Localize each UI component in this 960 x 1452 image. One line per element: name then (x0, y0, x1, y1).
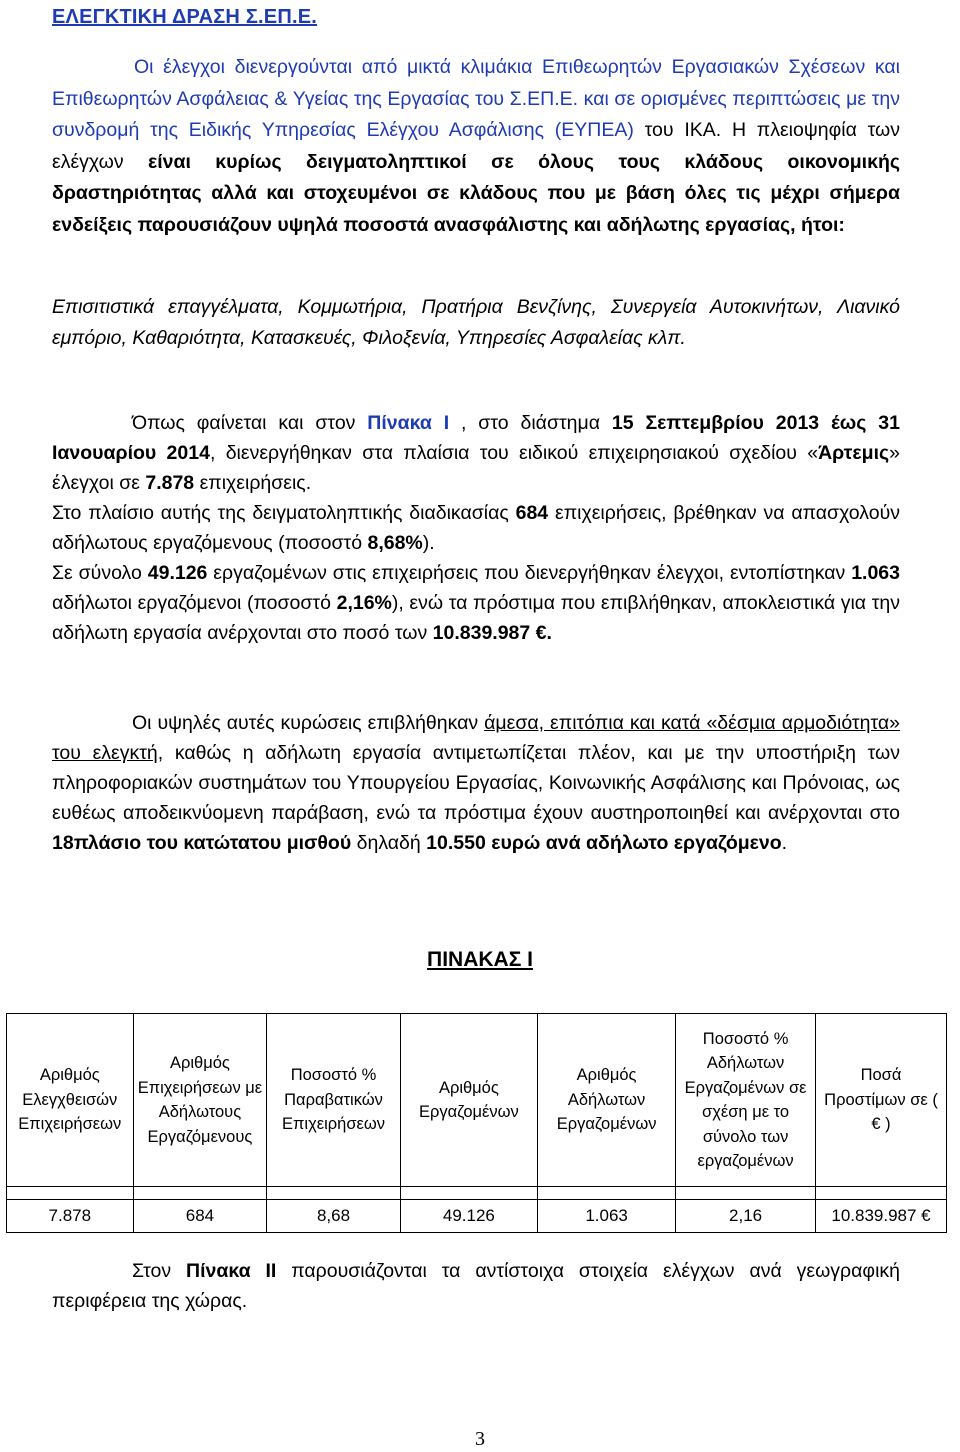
p4-text: αδήλωτοι εργαζόμενοι (ποσοστό (52, 592, 337, 614)
value-cell: 1.063 (538, 1200, 676, 1233)
value-cell: 684 (133, 1200, 267, 1233)
section-heading: ΕΛΕΓΚΤΙΚΗ ΔΡΑΣΗ Σ.ΕΠ.Ε. (52, 6, 318, 28)
intro-text-2: του ΙΚΑ. (633, 119, 732, 141)
value-cell: 2,16 (676, 1200, 816, 1233)
header-cell: Αριθμός Εργαζομένων (400, 1014, 537, 1187)
paragraph-sample (52, 498, 900, 558)
p5-text: , καθώς η αδήλωτη εργασία αντιμετωπίζεται πλέον, και με την υποστήριξη των πληροφοριακών συστημάτων του Υπουργείου Εργασίας, Κοινωνικής Ασφάλισης και Πρόνοιας, ως ευθέως αποδεικνύομενη παράβαση, ενώ τα πρόστιμα έχουν αυστηροποιηθεί και ανέρχονται στο (52, 742, 900, 824)
header-cell: Ποσοστό % Αδήλωτων Εργαζομένων σε σχέση με το σύνολο των εργαζομένων (676, 1014, 816, 1187)
value-cell: 10.839.987 € (816, 1200, 947, 1233)
page-number: 3 (475, 1428, 485, 1450)
table-row (7, 1200, 947, 1233)
p2-plan-name: Άρτεμις (818, 442, 890, 464)
intro-text-4: είναι κυρίως δειγματοληπτικοί σε όλους τους κλάδους οικονομικής δραστηριότητας αλλά και στοχευμένοι σε κλάδους που με βάση όλες τις μέχρι σήμερα ενδείξεις παρουσιάζουν υψηλά ποσοστά ανασφάλιστης και αδήλωτης εργασίας, ήτοι: (52, 150, 900, 236)
p4-amount: 10.839.987 (432, 622, 536, 644)
p3-percent: 8,68% (367, 532, 423, 554)
paragraph-period (52, 408, 900, 498)
sectors-list: Επισιτιστικά επαγγέλματα, Κομμωτήρια, Πρατήρια Βενζίνης, Συνεργεία Αυτοκινήτων, Λιανικό εμπόριο, Καθαριότητα, Κατασκευές, Φιλοξενία, Υπηρεσίες Ασφαλείας κλπ. (52, 296, 900, 349)
p6-table-ref: Πίνακα ΙΙ (186, 1260, 277, 1282)
p2-text: » έλεγχοι σε (52, 442, 900, 494)
p4-text: ), ενώ τα πρόστιμα που επιβλήθηκαν, αποκλειστικά για την αδήλωτη εργασία ανέρχονται στο ποσό των (52, 592, 900, 644)
p4-undeclared: 1.063 (851, 562, 900, 584)
intro-paragraph (52, 52, 900, 241)
header-cell: Αριθμός Αδήλωτων Εργαζομένων (538, 1014, 676, 1187)
p5-underlined: άμεσα, επιτόπια και κατά «δέσμια αρμοδιότητα» του ελεγκτή (52, 712, 900, 764)
p3-text: επιχειρήσεις, βρέθηκαν να απασχολούν αδήλωτους εργαζόμενους (ποσοστό (52, 502, 900, 554)
p5-fine: 10.550 ευρώ ανά αδήλωτο εργαζόμενο (426, 832, 782, 854)
p2-count: 7.878 (145, 472, 195, 494)
header-cell: Αριθμός Επιχειρήσεων με Αδήλωτους Εργαζόμενους (133, 1014, 267, 1187)
table-title: ΠΙΝΑΚΑΣ Ι (427, 948, 533, 971)
p2-table-ref: Πίνακα Ι (367, 412, 450, 434)
header-cell: Ποσοστό % Παραβατικών Επιχειρήσεων (267, 1014, 400, 1187)
intro-text-1: Οι έλεγχοι διενεργούνται από μικτά κλιμάκια Επιθεωρητών Εργασιακών Σχέσεων και Επιθεωρητών Ασφάλειας & Υγείας της Εργασίας του Σ.ΕΠ.Ε. και σε ορισμένες περιπτώσεις με την συνδρομή της Ειδικής Υπηρεσίας Ελέγχου Ασφάλισης (ΕΥΠΕΑ) (52, 56, 900, 141)
p2-text: Όπως φαίνεται και στον (132, 412, 368, 434)
p5-multiple: 18πλάσιο του κατώτατου μισθού (52, 832, 352, 854)
p5-text: . (781, 832, 788, 854)
p2-text: , στο διάστημα (449, 412, 612, 434)
p5-text: δηλαδή (351, 832, 427, 854)
table-separator-row (7, 1187, 947, 1200)
p3-text: Στο πλαίσιο αυτής της δειγματοληπτικής διαδικασίας (52, 502, 516, 524)
p4-workers: 49.126 (147, 562, 208, 584)
paragraph-penalties (52, 708, 900, 858)
value-cell: 8,68 (267, 1200, 400, 1233)
p4-text: Σε σύνολο (52, 562, 148, 584)
p5-text: Οι υψηλές αυτές κυρώσεις επιβλήθηκαν (132, 712, 485, 734)
p2-text: επιχειρήσεις. (194, 472, 312, 494)
p6-text: Στον (132, 1260, 187, 1282)
results-table (6, 1013, 947, 1233)
p4-currency: € (535, 622, 547, 644)
header-cell: Αριθμός Ελεγχθεισών Επιχειρήσεων (7, 1014, 134, 1187)
paragraph-totals (52, 558, 900, 648)
table-header-row (7, 1014, 947, 1187)
value-cell: 49.126 (400, 1200, 537, 1233)
p2-text: , διενεργήθηκαν στα πλαίσια του ειδικού επιχειρησιακού σχεδίου « (209, 442, 819, 464)
header-cell: Ποσά Προστίμων σε ( € ) (816, 1014, 947, 1187)
p6-text: παρουσιάζονται τα αντίστοιχα στοιχεία ελέγχων ανά γεωγραφική περιφέρεια της χώρας. (52, 1260, 900, 1312)
intro-text-3: Η πλειοψηφία των ελέγχων (52, 119, 901, 173)
value-cell: 7.878 (7, 1200, 134, 1233)
p3-text: ). (422, 532, 435, 554)
p4-text: . (546, 622, 552, 644)
p2-period: 15 Σεπτεμβρίου 2013 έως 31 Ιανουαρίου 2014 (52, 412, 900, 464)
p3-count: 684 (515, 502, 549, 524)
paragraph-next-table (52, 1256, 900, 1316)
p4-percent: 2,16% (336, 592, 392, 614)
p4-text: εργαζομένων στις επιχειρήσεις που διενεργήθηκαν έλεγχοι, εντοπίστηκαν (207, 562, 852, 584)
